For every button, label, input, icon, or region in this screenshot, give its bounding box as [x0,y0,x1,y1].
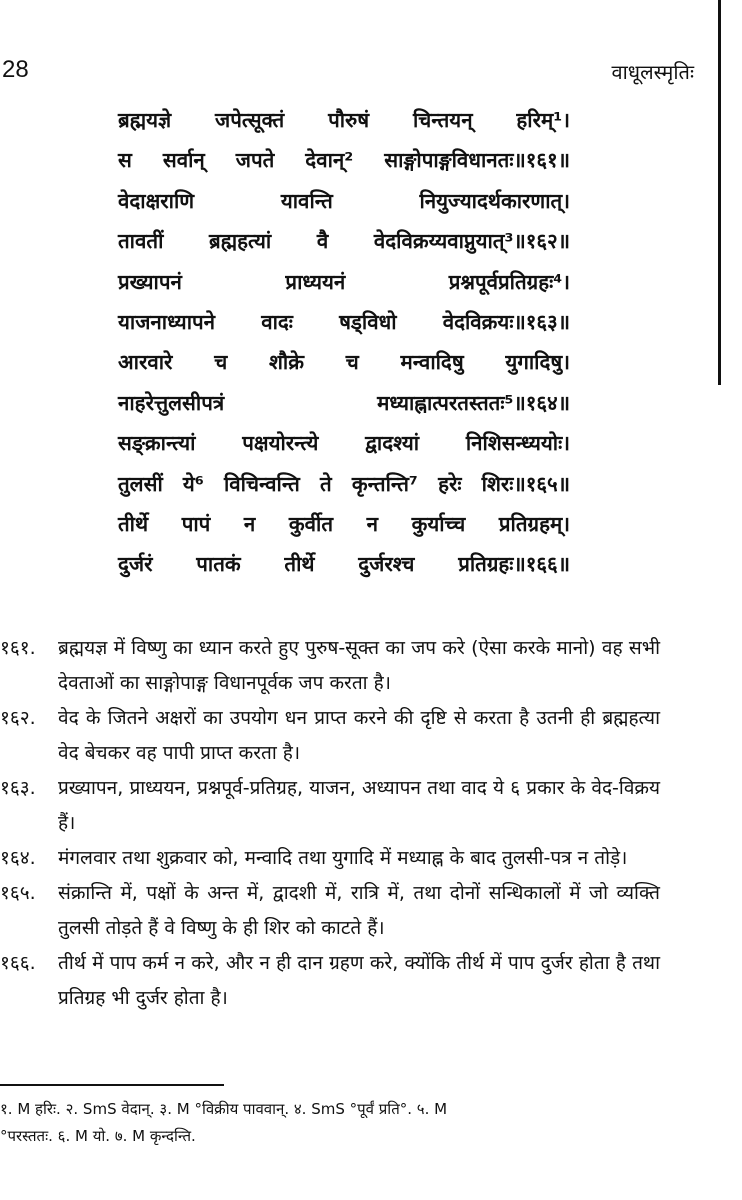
translation-text: मंगलवार तथा शुक्रवार को, मन्वादि तथा युगादि में मध्याह्न के बाद तुलसी-पत्र न तोड़े। [58,847,628,869]
translation-text: ब्रह्मयज्ञ में विष्णु का ध्यान करते हुए पुरुष-सूक्त का जप करे (ऐसा करके मानो) वह सभी देवताओं का साङ्गोपाङ्ग विधानपूर्वक जप करता है। [58,637,660,694]
translation-item [0,841,660,876]
translation-number: १६३. [0,777,36,799]
verse-line: वेदाक्षराणि यावन्ति नियुज्यादर्थकारणात्। [118,188,570,213]
page-edge-line [718,0,721,385]
verse-line: याजनाध्यापने वादः षड्विधो वेदविक्रयः॥१६३॥ [118,309,570,334]
translation-item [0,946,660,1016]
verse-line: ब्रह्मयज्ञे जपेत्सूक्तं पौरुषं चिन्तयन् हरिम्¹। [118,108,570,132]
translation-text: तीर्थ में पाप कर्म न करे, और न ही दान ग्रहण करे, क्योंकि तीर्थ में पाप दुर्जर होता है तथा प्रतिग्रह भी दुर्जर होता है। [58,952,660,1009]
translation-item [0,771,660,841]
verse-line: तावतीं ब्रह्महत्यां वै वेदविक्रय्यवाप्नुयात्³॥१६२॥ [118,229,570,254]
translation-item [0,631,660,701]
page-number: 28 [2,56,29,83]
sanskrit-verses [118,100,570,585]
footnote-line: °परस्ततः. ६. M यो. ७. M कृन्दन्ति. [0,1127,196,1145]
verse-line: स सर्वान् जपते देवान्² साङ्गोपाङ्गविधानतः॥१६१॥ [118,148,570,173]
translation-text: वेद के जितने अक्षरों का उपयोग धन प्राप्त करने की दृष्टि से करता है उतनी ही ब्रह्महत्या वेद बेचकर वह पापी प्राप्त करता है। [58,707,660,764]
verse-line: तीर्थे पापं न कुर्वीत न कुर्याच्च प्रतिग्रहम्। [118,511,570,536]
footnote-divider [0,1084,224,1086]
footnote-line: १. M हरिः. २. SmS वेदान्. ३. M °विक्रीय पाववान्. ४. SmS °पूर्वं प्रति°. ५. M [0,1100,448,1118]
translation-text: संक्रान्ति में, पक्षों के अन्त में, द्वादशी में, रात्रि में, तथा दोनों सन्धिकालों में जो व्यक्ति तुलसी तोड़ते हैं वे विष्णु के ही शिर को काटते हैं। [58,882,660,939]
verse-line: नाहरेत्तुलसीपत्रं मध्याह्नात्परतस्ततः⁵॥१६४॥ [118,390,570,415]
running-title: वाधूलस्मृतिः [611,60,694,84]
verse-line: प्रख्यापनं प्राध्ययनं प्रश्नपूर्वप्रतिग्रहः⁴। [118,269,570,294]
hindi-translations [0,631,660,1016]
translation-number: १६१. [0,637,36,659]
translation-text: प्रख्यापन, प्राध्ययन, प्रश्नपूर्व-प्रतिग्रह, याजन, अध्यापन तथा वाद ये ६ प्रकार के वेद-विक्रय हैं। [58,777,660,834]
translation-item [0,876,660,946]
verse-line: आरवारे च शौक्रे च मन्वादिषु युगादिषु। [118,350,570,375]
verse-line: तुलसीं ये⁶ विचिन्वन्ति ते कृन्तन्ति⁷ हरेः शिरः॥१६५॥ [118,471,570,496]
translation-item [0,701,660,771]
verse-line: सङ्क्रान्त्यां पक्षयोरन्त्ये द्वादश्यां निशिसन्ध्ययोः। [118,431,570,456]
translation-number: १६४. [0,847,36,869]
translation-number: १६२. [0,707,36,729]
translation-number: १६६. [0,952,36,974]
translation-number: १६५. [0,882,36,904]
footnotes [0,1096,660,1150]
verse-line: दुर्जरं पातकं तीर्थे दुर्जरश्च प्रतिग्रहः॥१६६॥ [118,552,570,577]
